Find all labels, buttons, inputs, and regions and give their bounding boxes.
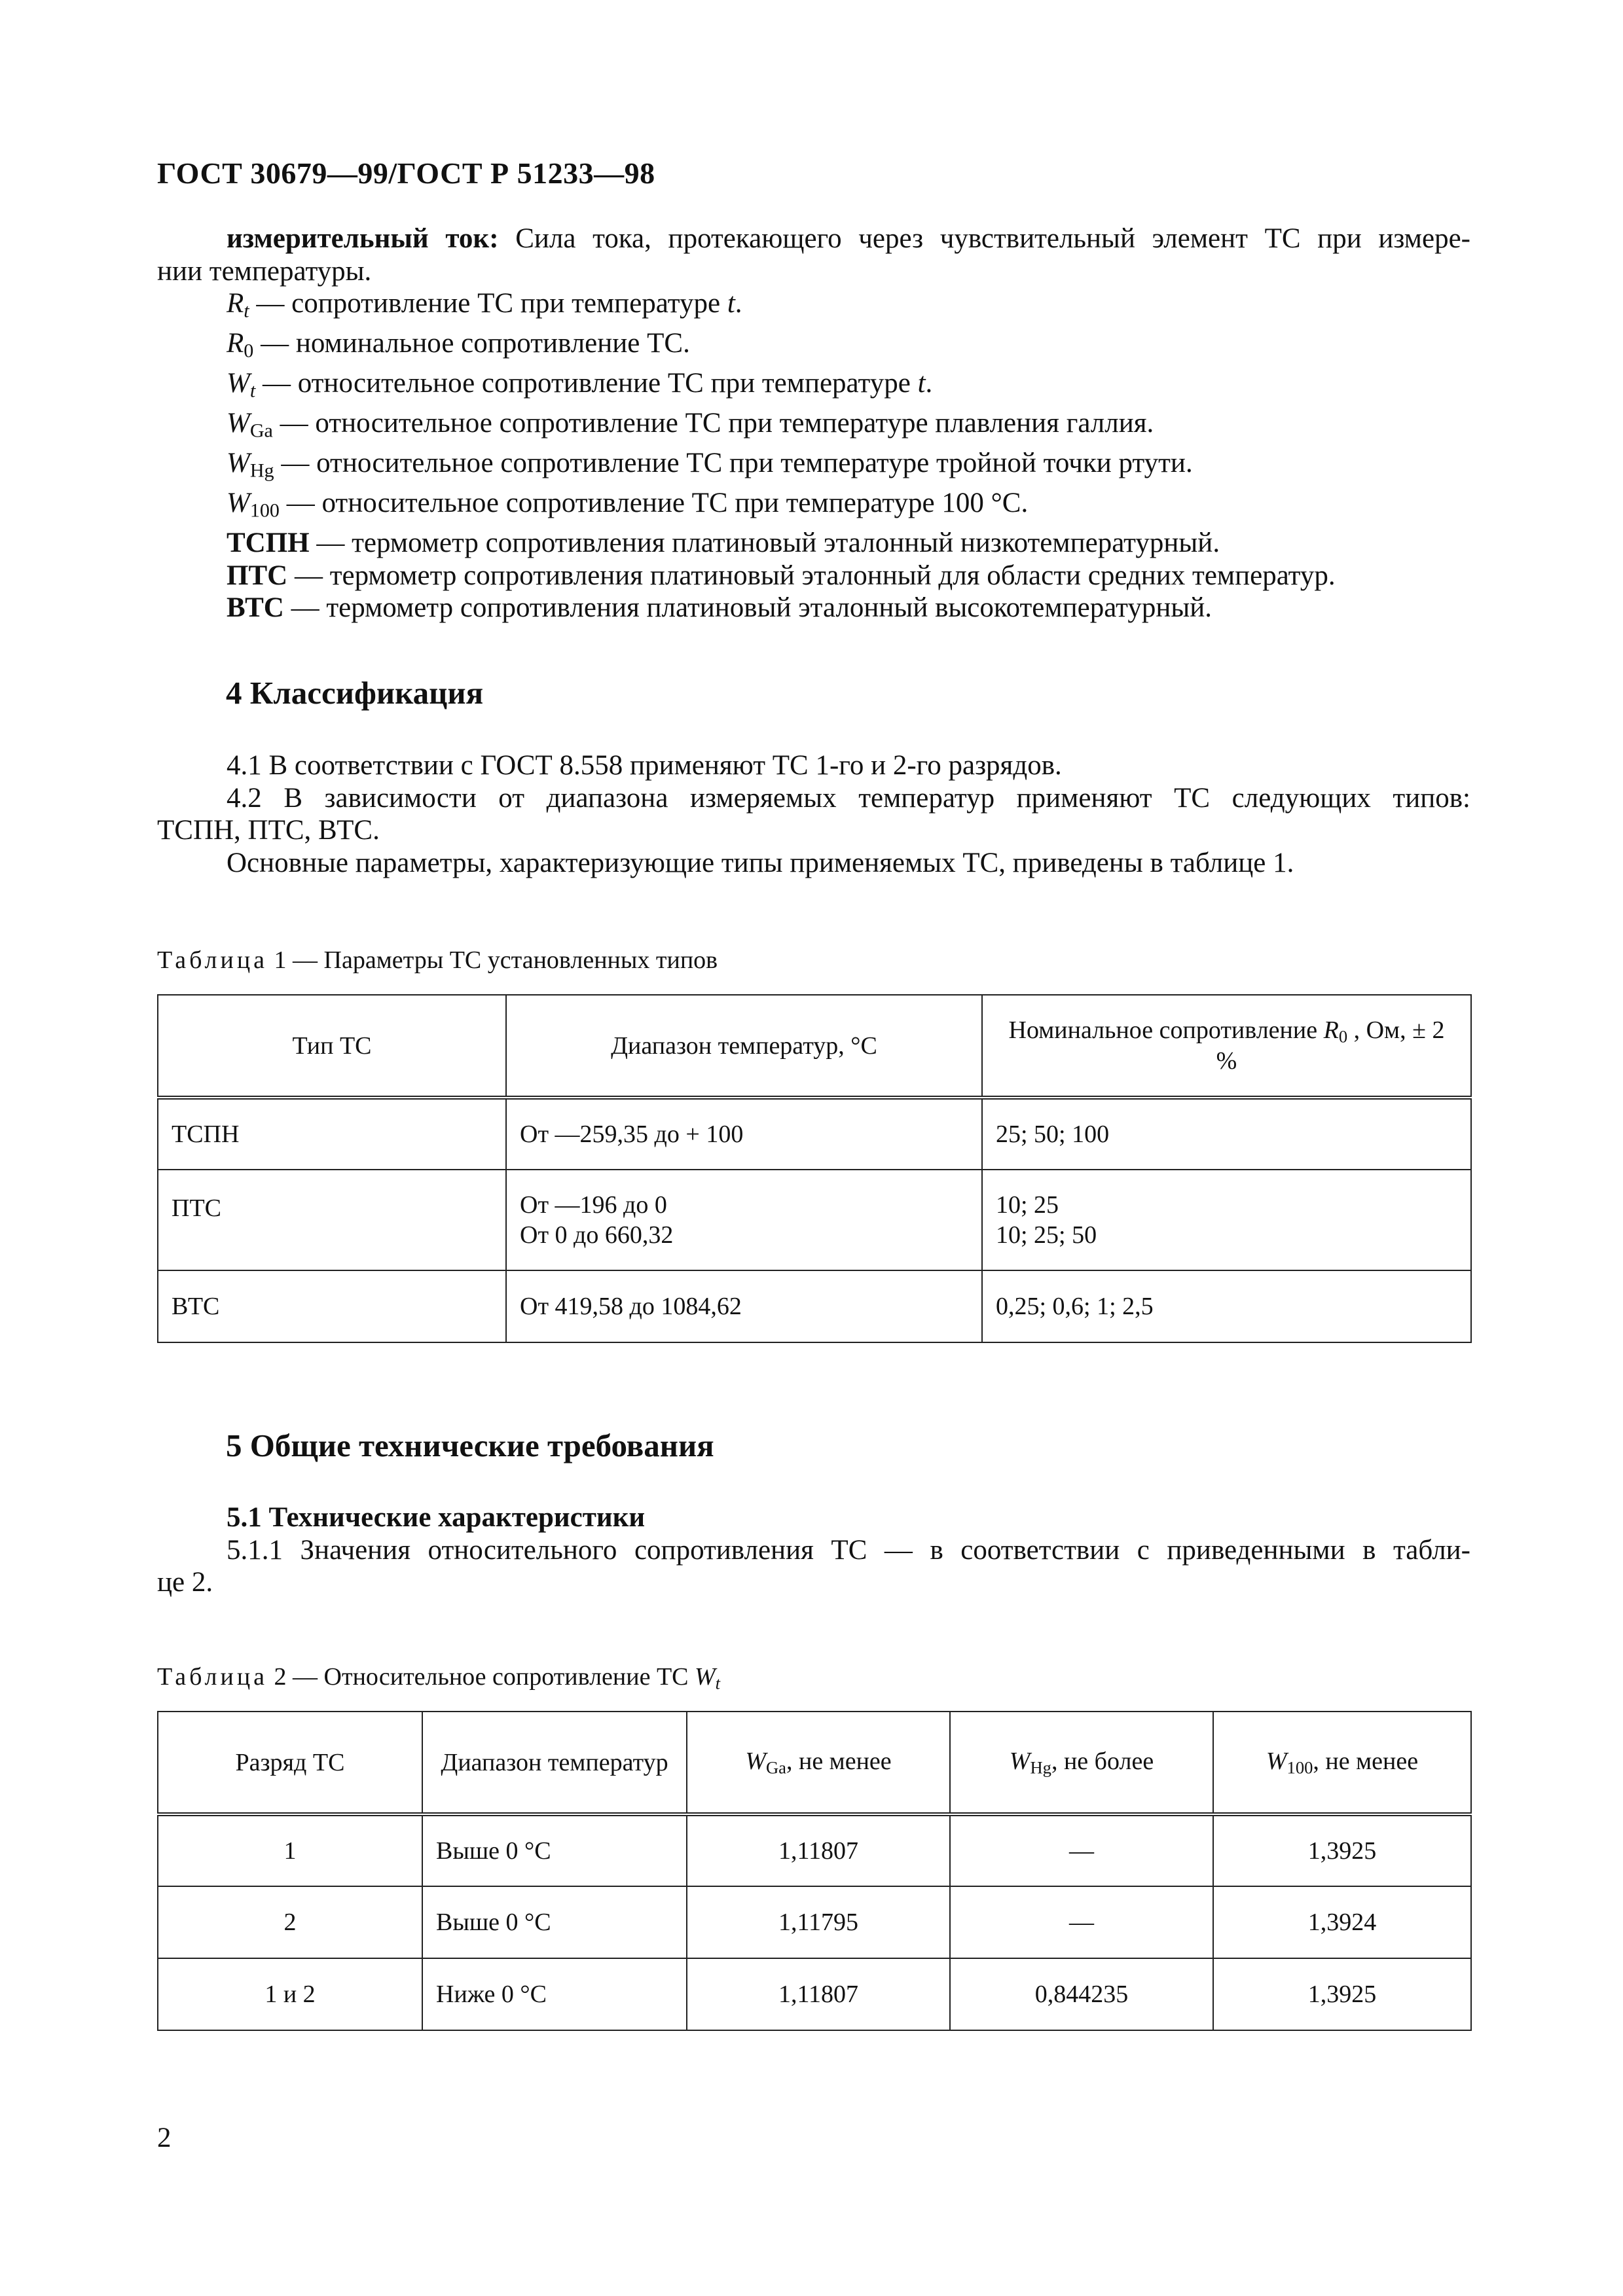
para-5-1-1: 5.1.1 Значения относительного сопротивления ТС — в соответствии с приведенными в табли-: [227, 1534, 1470, 1566]
definition-line: измерительный ток: Сила тока, протекающего через чувствительный элемент ТС при измере-: [227, 223, 1470, 254]
abbrev-tspn: ТСПН — термометр сопротивления платиновый эталонный низкотемпературный.: [227, 528, 1220, 559]
para-5-1-1-cont: це 2.: [157, 1567, 213, 1598]
definitions-block: [157, 223, 1470, 624]
table-2-header-w100: $W_{100}$, не менее: [1213, 1712, 1471, 1814]
table-row: [158, 995, 1471, 1098]
table-2: [157, 1711, 1472, 2031]
table-1: [157, 994, 1472, 1343]
symbol-whg: $W_{Hg}$ — относительное сопротивление ТС при температуре тройной точки ртути.: [227, 448, 1193, 482]
table-row: ВТС От 419,58 до 1084,62 0,25; 0,6; 1; 2,5: [158, 1270, 1471, 1342]
table-2-header-whg: $W_{Hg}$, не более: [950, 1712, 1213, 1814]
table-1-header-type: Тип ТС: [158, 995, 506, 1098]
table-1-header-nominal: Номинальное сопротивление $R_0$ , Ом, ± 2 %: [982, 995, 1471, 1098]
definition-line-cont: нии температуры.: [157, 255, 372, 287]
section-4-title: 4 Классификация: [226, 675, 484, 711]
table-row: [158, 1712, 1471, 1814]
subsection-5-1-title: 5.1 Технические характеристики: [227, 1502, 646, 1533]
section-5-title: 5 Общие технические требования: [226, 1427, 714, 1463]
para-4-2-cont: ТСПН, ПТС, ВТС.: [157, 815, 380, 846]
table-1-header-range: Диапазон температур, °С: [506, 995, 982, 1098]
symbol-wga: $W_{Ga}$ — относительное сопротивление ТС при температуре плавления галлия.: [227, 408, 1154, 442]
table-row: 1 и 2 Ниже 0 °С 1,11807 0,844235 1,3925: [158, 1958, 1471, 2030]
table-2-header-range: Диапазон температур: [422, 1712, 687, 1814]
section-4-body: [157, 749, 1470, 879]
para-4-1: 4.1 В соответствии с ГОСТ 8.558 применяют ТС 1-го и 2-го разрядов.: [227, 750, 1062, 781]
symbol-wt: $W_t$ — относительное сопротивление ТС при температуре t.: [227, 368, 933, 402]
para-4-2: 4.2 В зависимости от диапазона измеряемых температур применяют ТС следующих типов:: [227, 782, 1470, 814]
page-header: ГОСТ 30679—99/ГОСТ Р 51233—98: [157, 156, 655, 190]
table-2-header-wga: $W_{Ga}$, не менее: [687, 1712, 950, 1814]
page-number: 2: [157, 2123, 172, 2153]
section-5-body: [157, 1501, 1470, 1599]
para-4-3: Основные параметры, характеризующие типы применяемых ТС, приведены в таблице 1.: [227, 847, 1294, 878]
table-2-header-grade: Разряд ТС: [158, 1712, 422, 1814]
definition-term: измерительный ток:: [227, 223, 499, 254]
symbol-rt: $R_t$ — сопротивление ТС при температуре t.: [227, 288, 742, 322]
table-row: 1 Выше 0 °С 1,11807 — 1,3925: [158, 1814, 1471, 1886]
table-row: ТСПН От —259,35 до + 100 25; 50; 100: [158, 1098, 1471, 1170]
table-row: 2 Выше 0 °С 1,11795 — 1,3924: [158, 1886, 1471, 1958]
abbrev-pts: ПТС — термометр сопротивления платиновый эталонный для области средних температур.: [227, 560, 1336, 591]
abbrev-vts: ВТС — термометр сопротивления платиновый эталонный высокотемпературный.: [227, 592, 1213, 624]
symbol-w100: $W_{100}$ — относительное сопротивление ТС при температуре 100 °С.: [227, 488, 1029, 522]
table-2-caption: Таблица 2 — Относительное сопротивление ТС $W_t$: [157, 1663, 721, 1693]
table-row: ПТС От —196 до 0 От 0 до 660,32 10; 25 10; 25; 50: [158, 1170, 1471, 1270]
symbol-r0: $R_0$ — номинальное сопротивление ТС.: [227, 328, 690, 362]
table-1-caption: Таблица 1 — Параметры ТС установленных типов: [157, 946, 718, 974]
